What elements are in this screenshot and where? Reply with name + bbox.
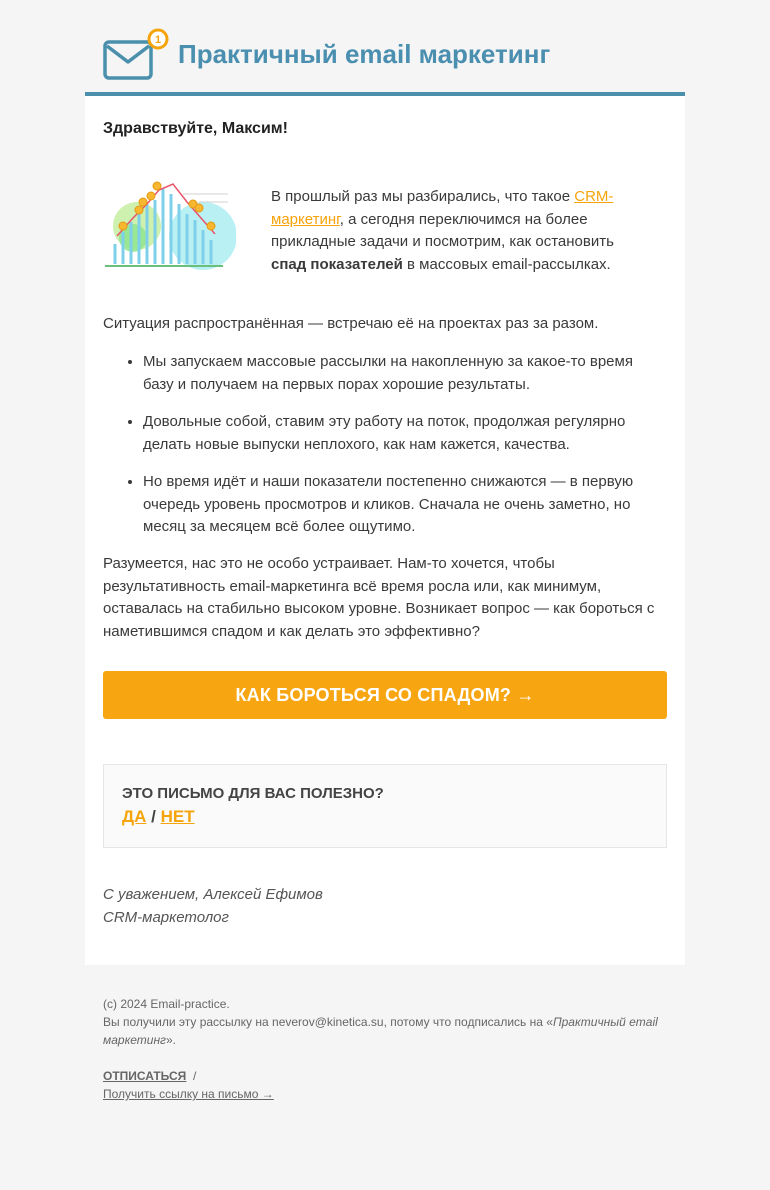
intro-bold: спад показателей: [271, 255, 403, 273]
paragraph-situation: Ситуация распространённая — встречаю её на проектах раз за разом.: [103, 315, 599, 332]
email-footer: [85, 995, 685, 1103]
feedback-yes-link[interactable]: ДА: [122, 807, 147, 826]
greeting: Здравствуйте, Максим!: [103, 120, 288, 137]
brand-title: Практичный email маркетинг: [178, 39, 551, 69]
get-link-link[interactable]: Получить ссылку на письмо →: [103, 1087, 274, 1101]
intro-text-part: В прошлый раз мы разбирались, что такое: [271, 188, 575, 205]
signature-name: С уважением, Алексей Ефимов: [103, 886, 323, 903]
email-body: [85, 96, 685, 965]
intro-text: [271, 186, 651, 276]
svg-text:1: 1: [154, 34, 162, 46]
footer-copyright: (c) 2024 Email-practice.: [103, 997, 230, 1011]
feedback-box: [103, 764, 667, 848]
feedback-answers: [122, 807, 195, 827]
signature: [103, 883, 323, 929]
footer-notice-part: Вы получили эту рассылку на neverov@kinetica.su, потому что подписались на «: [103, 1015, 553, 1029]
intro-text-part: , а сегодня переключимся на более прикладные задачи и посмотрим, как остановить: [271, 210, 614, 250]
email-container: [85, 0, 685, 1103]
footer-separator: /: [192, 1069, 197, 1083]
footer-links: [103, 1067, 667, 1085]
footer-notice-italic: Практичный email маркетинг: [103, 1015, 658, 1047]
paragraph-question: Разумеется, нас это не особо устраивает. Нам-то хочется, чтобы результативность email-маркетинга всё время росла или, как минимум, оставалась на стабильно высоком уровне. Возникает вопрос — как бороться с наметившимся спадом и как делать это эффективно?: [103, 555, 655, 640]
feedback-separator: /: [151, 807, 156, 826]
unsubscribe-link[interactable]: ОТПИСАТЬСЯ: [103, 1069, 187, 1083]
signature-role: CRM-маркетолог: [103, 909, 229, 926]
feedback-question: ЭТО ПИСЬМО ДЛЯ ВАС ПОЛЕЗНО?: [122, 785, 384, 802]
intro-text-part: в массовых email-рассылках.: [402, 255, 611, 273]
email-header: [85, 0, 685, 96]
envelope-coin-icon: [103, 28, 169, 80]
chart-coins-illustration: [103, 174, 236, 280]
list-item: • Довольные собой, ставим эту работу на поток, продолжая регулярно делать новые выпуски неплохого, как нам кажется, качества.: [143, 411, 643, 456]
cta-button[interactable]: КАК БОРОТЬСЯ СО СПАДОМ? →: [103, 671, 667, 719]
footer-link-row: [103, 1085, 667, 1103]
footer-notice-part: ».: [165, 1033, 176, 1047]
list-item: • Но время идёт и наши показатели постепенно снижаются — в первую очередь уровень просмотров и кликов. Сначала не очень заметно, но месяц за месяцем всё более ощутимо.: [143, 471, 643, 539]
list-item: • Мы запускаем массовые рассылки на накопленную за какое-то время базу и получаем на первых порах хорошие результаты.: [143, 351, 643, 396]
footer-notice: [103, 1013, 667, 1049]
feedback-no-link[interactable]: НЕТ: [160, 807, 195, 826]
crm-marketing-link[interactable]: CRM-маркетинг: [271, 188, 614, 228]
bullet-list: [103, 351, 643, 554]
